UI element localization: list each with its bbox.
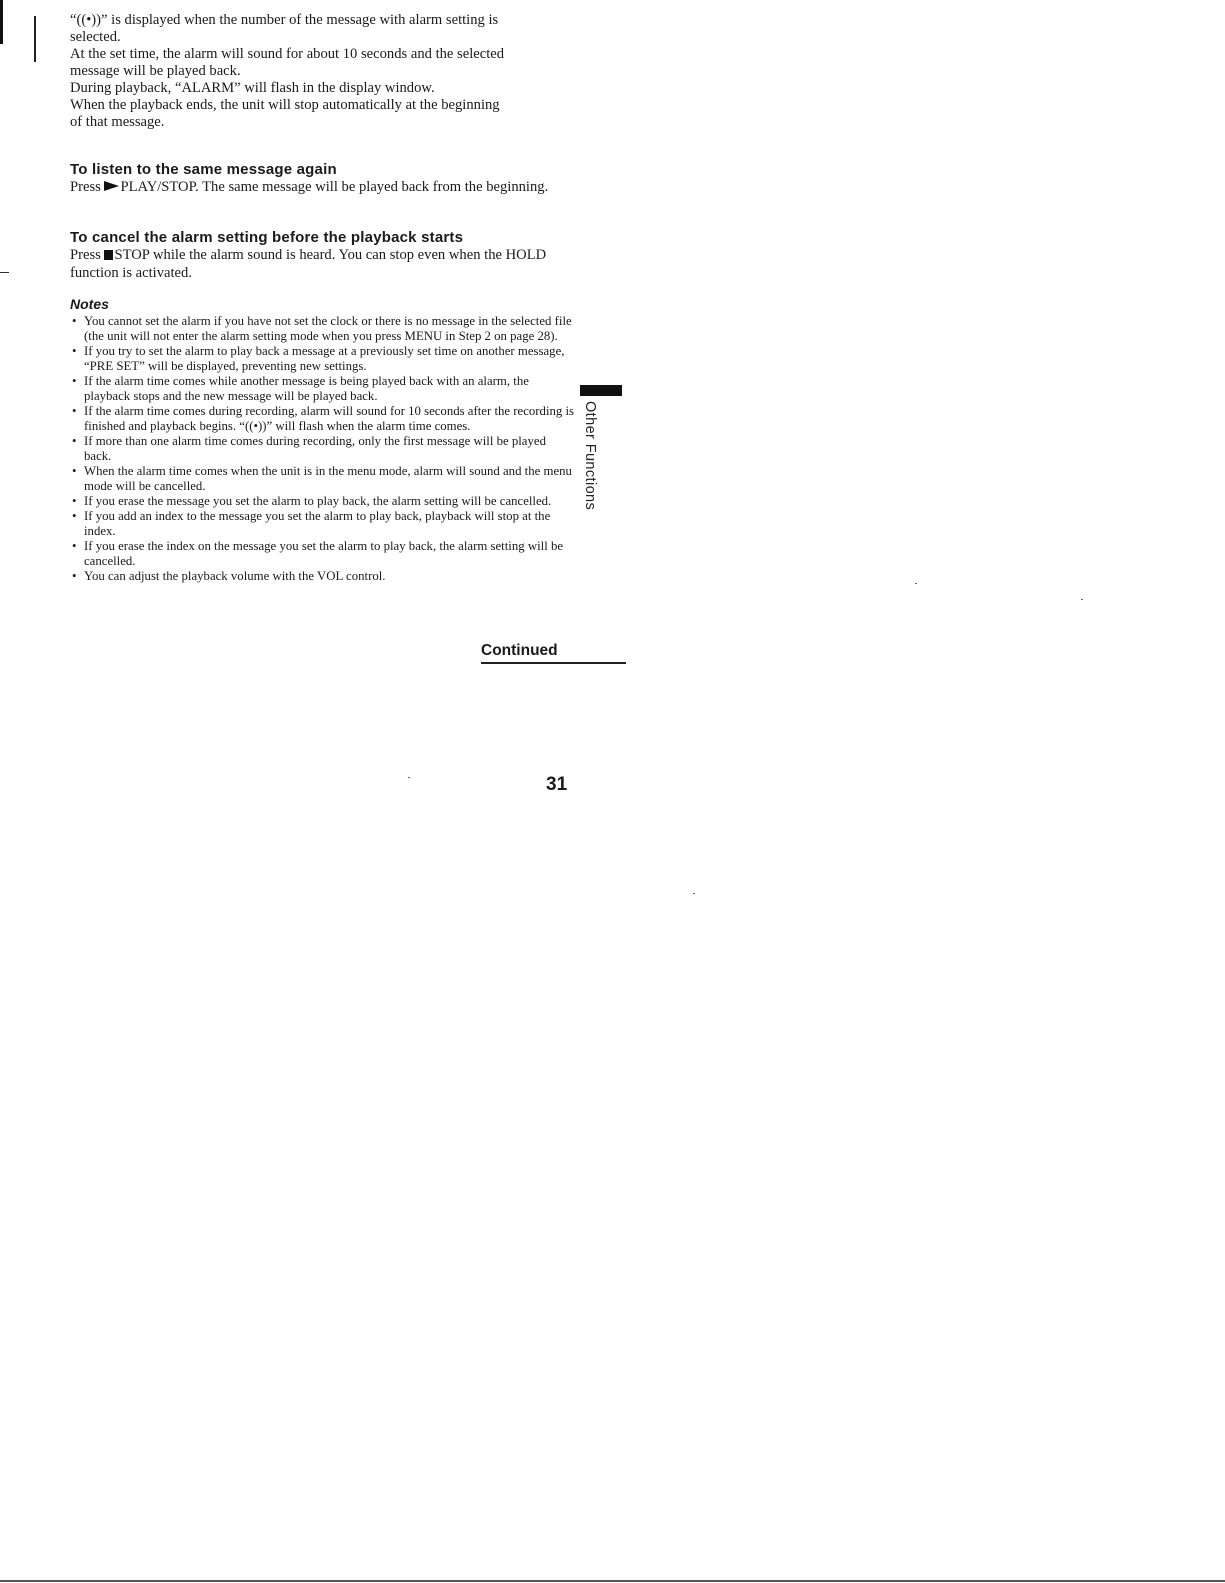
intro-line: When the playback ends, the unit will stop automatically at the beginning xyxy=(70,97,500,113)
section-side-tab xyxy=(580,401,600,521)
section-body: Press PLAY/STOP. The same message will be played back from the beginning. xyxy=(70,179,549,195)
section-heading: To listen to the same message again xyxy=(70,161,337,178)
intro-line: During playback, “ALARM” will flash in the display window. xyxy=(70,80,435,96)
scan-crop-tick xyxy=(0,272,9,273)
section-body: Press STOP while the alarm sound is heard. You can stop even when the HOLD function is activated. xyxy=(70,247,547,281)
note-item: • If the alarm time comes while another message is being played back with an alarm, the playback stops and the new message will be played back. xyxy=(70,374,575,404)
scan-edge-mark xyxy=(0,0,3,44)
section-cancel-alarm xyxy=(70,229,575,282)
section-heading: To cancel the alarm setting before the playback starts xyxy=(70,229,464,246)
intro-line: At the set time, the alarm will sound for about 10 seconds and the selected xyxy=(70,46,505,62)
note-item: • If more than one alarm time comes during recording, only the first message will be played back. xyxy=(70,434,575,464)
continued-label: Continued xyxy=(481,641,626,664)
note-item: • You can adjust the playback volume with the VOL control. xyxy=(70,569,575,584)
intro-line: of that message. xyxy=(70,114,165,130)
note-item: • If you erase the index on the message you set the alarm to play back, the alarm setting will be cancelled. xyxy=(70,539,575,569)
page-number: 31 xyxy=(546,774,568,795)
intro-line: “((•))” is displayed when the number of the message with alarm setting is xyxy=(70,12,499,28)
note-item: • If you erase the message you set the alarm to play back, the alarm setting will be cancelled. xyxy=(70,494,575,509)
intro-line: selected. xyxy=(70,29,121,45)
section-listen-again xyxy=(70,161,575,196)
stop-icon xyxy=(104,250,113,260)
scan-speck xyxy=(408,777,410,778)
section-tab-marker xyxy=(580,385,622,396)
note-item: • When the alarm time comes when the unit is in the menu mode, alarm will sound and the menu mode will be cancelled. xyxy=(70,464,575,494)
intro-paragraph xyxy=(70,12,575,131)
scan-speck xyxy=(1081,599,1083,600)
scan-speck xyxy=(693,893,695,894)
scan-speck xyxy=(915,583,917,584)
note-item: • If you try to set the alarm to play back a message at a previously set time on another message, “PRE SET” will be displayed, preventing new settings. xyxy=(70,344,575,374)
note-item: • You cannot set the alarm if you have not set the clock or there is no message in the selected file (the unit will not enter the alarm setting mode when you press MENU in Step 2 on page 28). xyxy=(70,314,575,344)
notes-heading: Notes xyxy=(70,296,109,312)
page-content xyxy=(70,12,575,584)
note-item: • If the alarm time comes during recording, alarm will sound for 10 seconds after the recording is finished and playback begins. “((•))” will flash when the alarm time comes. xyxy=(70,404,575,434)
scan-bottom-edge xyxy=(0,1580,1225,1582)
play-icon xyxy=(104,181,119,191)
intro-line: message will be played back. xyxy=(70,63,241,79)
note-item: • If you add an index to the message you set the alarm to play back, playback will stop at the index. xyxy=(70,509,575,539)
notes-list xyxy=(70,314,575,584)
side-tab-label: Other Functions xyxy=(582,401,598,511)
change-bar xyxy=(34,16,36,62)
